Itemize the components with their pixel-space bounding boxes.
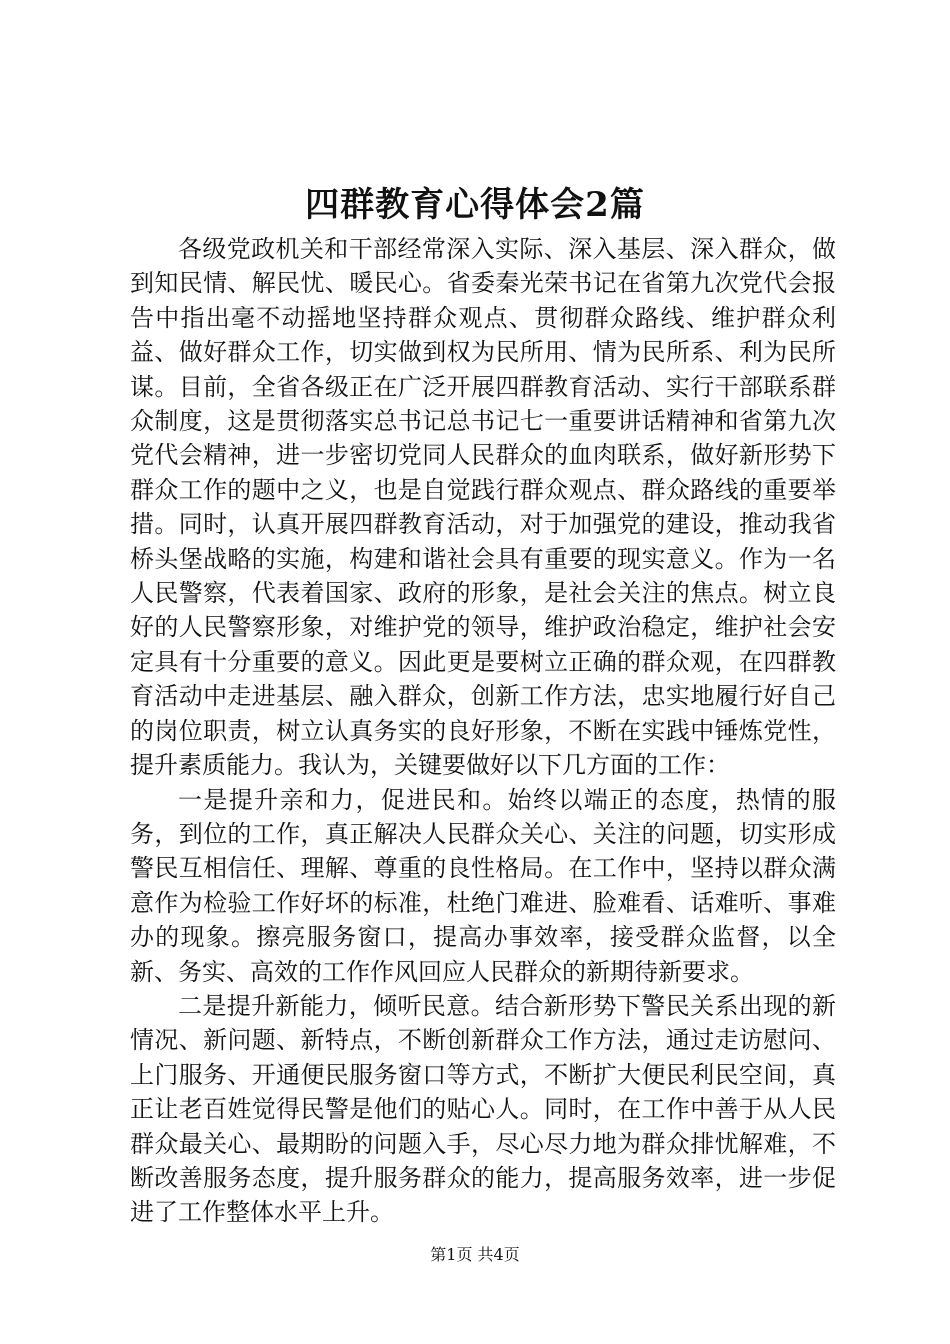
page-footer: 第1页 共4页 <box>430 1245 520 1264</box>
document-body <box>130 232 836 1230</box>
paragraph-intro: 各级党政机关和干部经常深入实际、深入基层、深入群众，做到知民情、解民忧、暖民心。省委秦光荣书记在省第九次党代会报告中指出毫不动摇地坚持群众观点、贯彻群众路线、维护群众利益、做好群众工作，切实做到权为民所用、情为民所系、利为民所谋。目前，全省各级正在广泛开展四群教育活动、实行干部联系群众制度，这是贯彻落实总书记总书记七一重要讲话精神和省第九次党代会精神，进一步密切党同人民群众的血肉联系，做好新形势下群众工作的题中之义，也是自觉践行群众观点、群众路线的重要举措。同时，认真开展四群教育活动，对于加强党的建设，推动我省桥头堡战略的实施，构建和谐社会具有重要的现实意义。作为一名人民警察，代表着国家、政府的形象，是社会关注的焦点。树立良好的人民警察形象，对维护党的领导，维护政治稳定，维护社会安定具有十分重要的意义。因此更是要树立正确的群众观，在四群教育活动中走进基层、融入群众，创新工作方法，忠实地履行好自己的岗位职责，树立认真务实的良好形象，不断在实践中锤炼党性，提升素质能力。我认为，关键要做好以下几方面的工作： <box>130 235 836 780</box>
document-title: 四群教育心得体会2篇 <box>305 185 645 225</box>
paragraph-point-one: 一是提升亲和力，促进民和。始终以端正的态度，热情的服务，到位的工作，真正解决人民群众关心、关注的问题，切实形成警民互相信任、理解、尊重的良性格局。在工作中，坚持以群众满意作为检验工作好坏的标准，杜绝门难进、脸难看、话难听、事难办的现象。擦亮服务窗口，提高办事效率，接受群众监督，以全新、务实、高效的工作作风回应人民群众的新期待新要求。 <box>130 785 836 986</box>
paragraph-point-two: 二是提升新能力，倾听民意。结合新形势下警民关系出现的新情况、新问题、新特点，不断创新群众工作方法，通过走访慰问、上门服务、开通便民服务窗口等方式，不断扩大便民利民空间，真正让老百姓觉得民警是他们的贴心人。同时，在工作中善于从人民群众最关心、最期盼的问题入手，尽心尽力地为群众排忧解难，不断改善服务态度，提升服务群众的能力，提高服务效率，进一步促进了工作整体水平上升。 <box>130 991 836 1227</box>
